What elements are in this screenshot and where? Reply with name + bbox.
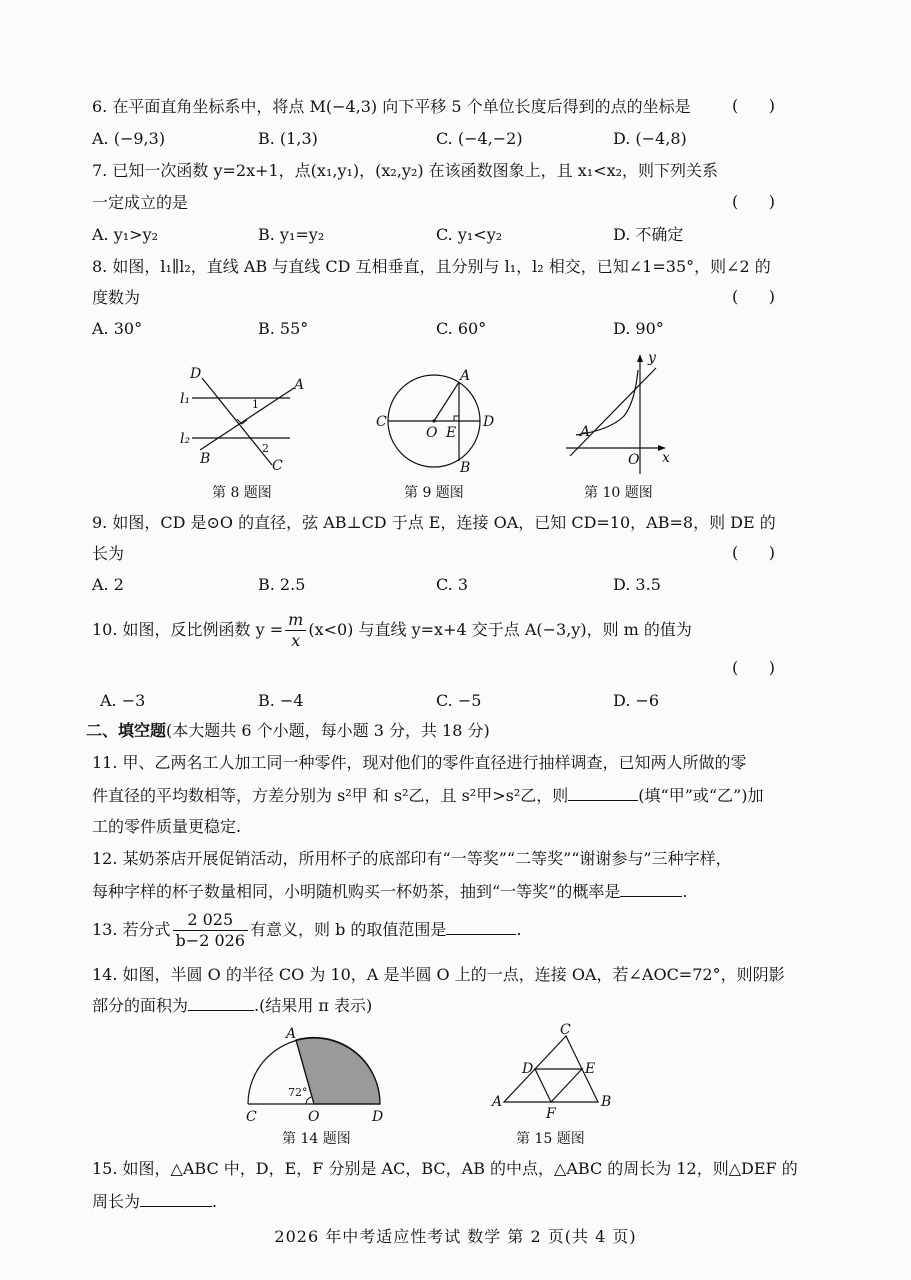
q7-stem: 7. 已知一次函数 y=2x+1，点(x₁,y₁)，(x₂,y₂) 在该函数图象上，且 x₁<x₂，则下列关系 bbox=[92, 161, 719, 180]
q10-option-a: A. −3 bbox=[100, 691, 146, 710]
q8-option-c: C. 60° bbox=[436, 319, 487, 338]
q12-line-2-post: . bbox=[682, 882, 688, 901]
q13-line bbox=[92, 908, 522, 952]
q9-option-c: C. 3 bbox=[436, 575, 469, 594]
q14-line-2-post: .(结果用 π 表示) bbox=[254, 996, 373, 1015]
q10-answer-paren: ( ) bbox=[732, 658, 775, 677]
fig14-label-c: C bbox=[246, 1109, 257, 1125]
fig8-label-a: A bbox=[294, 377, 305, 393]
fig8-label-b: B bbox=[200, 451, 211, 467]
q13-answer-blank[interactable] bbox=[446, 918, 516, 935]
q14-answer-blank[interactable] bbox=[188, 994, 254, 1011]
q14-line-1: 14. 如图，半圆 O 的半径 CO 为 10，A 是半圆 O 上的一点，连接 OA，若∠AOC=72°，则阴影 bbox=[92, 965, 785, 984]
q7-option-c: C. y₁<y₂ bbox=[436, 225, 503, 244]
q15-line-2 bbox=[92, 1190, 217, 1213]
q14-line-2-pre: 部分的面积为 bbox=[92, 996, 189, 1015]
q11-line-1: 11. 甲、乙两名工人加工同一种零件，现对他们的零件直径进行抽样调查，已知两人所做的零 bbox=[92, 753, 747, 772]
figure-15-caption: 第 15 题图 bbox=[516, 1131, 585, 1147]
q10-stem-pre: 10. 如图，反比例函数 y = bbox=[92, 620, 284, 639]
q8-option-b: B. 55° bbox=[258, 319, 309, 338]
q6-option-a: A. (−9,3) bbox=[92, 129, 166, 148]
figure-8-caption: 第 8 题图 bbox=[212, 485, 272, 501]
q9-stem: 9. 如图，CD 是⊙O 的直径，弦 AB⊥CD 于点 E，连接 OA，已知 CD=10，AB=8，则 DE 的 bbox=[92, 513, 776, 532]
fig15-label-c: C bbox=[560, 1022, 571, 1038]
figure-15-diagram bbox=[490, 1024, 620, 1124]
q9-answer-paren: ( ) bbox=[732, 543, 775, 562]
section-2-title: 二、填空题 bbox=[86, 721, 167, 740]
fig9-label-o: O bbox=[426, 425, 438, 441]
q11-line-2-post: (填“甲”或“乙”)加 bbox=[638, 786, 764, 805]
figure-8-diagram bbox=[170, 362, 310, 482]
q11-line-3: 工的零件质量更稳定. bbox=[92, 817, 242, 836]
figure-14-diagram bbox=[244, 1024, 394, 1124]
q6-option-d: D. (−4,8) bbox=[613, 129, 687, 148]
q13-frac-num: 2 025 bbox=[173, 910, 248, 931]
figure-10-diagram bbox=[562, 350, 682, 482]
fig9-label-e: E bbox=[446, 425, 457, 441]
fig8-label-c: C bbox=[272, 458, 283, 474]
q10-option-d: D. −6 bbox=[613, 691, 660, 710]
fig8-label-1: 1 bbox=[252, 398, 259, 411]
q15-line-2-pre: 周长为 bbox=[92, 1192, 141, 1211]
fig10-label-o: O bbox=[628, 452, 640, 468]
q9-stem-cont: 长为 bbox=[92, 544, 125, 563]
fig8-label-d: D bbox=[190, 366, 202, 382]
fig9-label-a: A bbox=[460, 368, 471, 384]
q15-line-2-post: . bbox=[212, 1192, 218, 1211]
section-2-note: (本大题共 6 个小题，每小题 3 分，共 18 分) bbox=[166, 721, 490, 740]
q8-answer-paren: ( ) bbox=[732, 287, 775, 306]
q13-post: . bbox=[516, 920, 522, 939]
q13-fraction bbox=[173, 910, 248, 951]
fig8-label-2: 2 bbox=[262, 442, 269, 455]
q10-option-c: C. −5 bbox=[436, 691, 482, 710]
fig8-label-l1: l₁ bbox=[180, 391, 191, 407]
fig14-label-d: D bbox=[372, 1109, 384, 1125]
q10-frac-den: x bbox=[291, 631, 301, 650]
figure-9-diagram bbox=[372, 362, 512, 482]
q13-mid: 有意义，则 b 的取值范围是 bbox=[250, 920, 447, 939]
q10-stem-post: (x<0) 与直线 y=x+4 交于点 A(−3,y)，则 m 的值为 bbox=[308, 620, 692, 639]
fig9-label-b: B bbox=[460, 460, 471, 476]
q6-option-c: C. (−4,−2) bbox=[436, 129, 523, 148]
q12-answer-blank[interactable] bbox=[620, 880, 682, 897]
q9-option-b: B. 2.5 bbox=[258, 575, 306, 594]
q12-line-2-pre: 每种字样的杯子数量相同，小明随机购买一杯奶茶，抽到“一等奖”的概率是 bbox=[92, 882, 621, 901]
fig9-label-c: C bbox=[376, 414, 387, 430]
page-footer: 2026 年中考适应性考试 数学 第 2 页(共 4 页) bbox=[274, 1227, 637, 1246]
q8-stem: 8. 如图，l₁∥l₂，直线 AB 与直线 CD 互相垂直，且分别与 l₁，l₂ 相交，已知∠1=35°，则∠2 的 bbox=[92, 257, 771, 276]
q15-line-1: 15. 如图，△ABC 中，D，E，F 分别是 AC，BC，AB 的中点，△ABC 的周长为 12，则△DEF 的 bbox=[92, 1159, 798, 1178]
q11-line-2 bbox=[92, 784, 763, 807]
q12-line-1: 12. 某奶茶店开展促销活动，所用杯子的底部印有“一等奖”“二等奖”“谢谢参与”三种字样， bbox=[92, 849, 732, 868]
fig15-label-e: E bbox=[585, 1061, 596, 1077]
fig15-label-d: D bbox=[522, 1061, 534, 1077]
fig10-label-a: A bbox=[580, 424, 591, 440]
q7-option-a: A. y₁>y₂ bbox=[92, 225, 159, 244]
fig14-label-angle: 72° bbox=[288, 1086, 308, 1099]
fig15-label-f: F bbox=[546, 1106, 556, 1122]
q9-option-a: A. 2 bbox=[92, 575, 124, 594]
figure-10-caption: 第 10 题图 bbox=[584, 485, 653, 501]
q8-option-d: D. 90° bbox=[613, 319, 664, 338]
q13-frac-den: b−2 026 bbox=[175, 931, 245, 950]
q6-option-b: B. (1,3) bbox=[258, 129, 318, 148]
q15-answer-blank[interactable] bbox=[140, 1190, 212, 1207]
q8-stem-cont: 度数为 bbox=[92, 288, 141, 307]
q10-frac-num: m bbox=[285, 610, 306, 631]
q7-answer-paren: ( ) bbox=[732, 192, 775, 211]
q6-answer-paren: ( ) bbox=[732, 96, 775, 115]
q8-option-a: A. 30° bbox=[92, 319, 143, 338]
q10-fraction bbox=[285, 610, 306, 651]
fig15-label-b: B bbox=[601, 1094, 612, 1110]
fig10-label-y: y bbox=[648, 350, 656, 366]
section-2-heading bbox=[86, 720, 490, 742]
q11-line-2-pre: 件直径的平均数相等，方差分别为 s²甲 和 s²乙，且 s²甲>s²乙，则 bbox=[92, 786, 569, 805]
q14-line-2 bbox=[92, 994, 372, 1017]
q9-option-d: D. 3.5 bbox=[613, 575, 661, 594]
fig14-label-o: O bbox=[308, 1109, 320, 1125]
q7-stem-cont: 一定成立的是 bbox=[92, 193, 189, 212]
q6-stem: 6. 在平面直角坐标系中，将点 M(−4,3) 向下平移 5 个单位长度后得到的点的坐标是 bbox=[92, 97, 691, 116]
fig15-label-a: A bbox=[492, 1094, 503, 1110]
figure-14-caption: 第 14 题图 bbox=[282, 1131, 351, 1147]
q7-option-b: B. y₁=y₂ bbox=[258, 225, 325, 244]
fig8-label-l2: l₂ bbox=[180, 431, 191, 447]
fig9-label-d: D bbox=[483, 414, 495, 430]
q12-line-2 bbox=[92, 880, 687, 903]
q10-option-b: B. −4 bbox=[258, 691, 304, 710]
q10-stem bbox=[92, 608, 692, 652]
q7-option-d: D. 不确定 bbox=[613, 225, 684, 244]
fig14-label-a: A bbox=[286, 1026, 297, 1042]
q11-answer-blank[interactable] bbox=[568, 784, 638, 801]
q13-pre: 13. 若分式 bbox=[92, 920, 171, 939]
figure-9-caption: 第 9 题图 bbox=[404, 485, 464, 501]
fig10-label-x: x bbox=[662, 450, 670, 466]
